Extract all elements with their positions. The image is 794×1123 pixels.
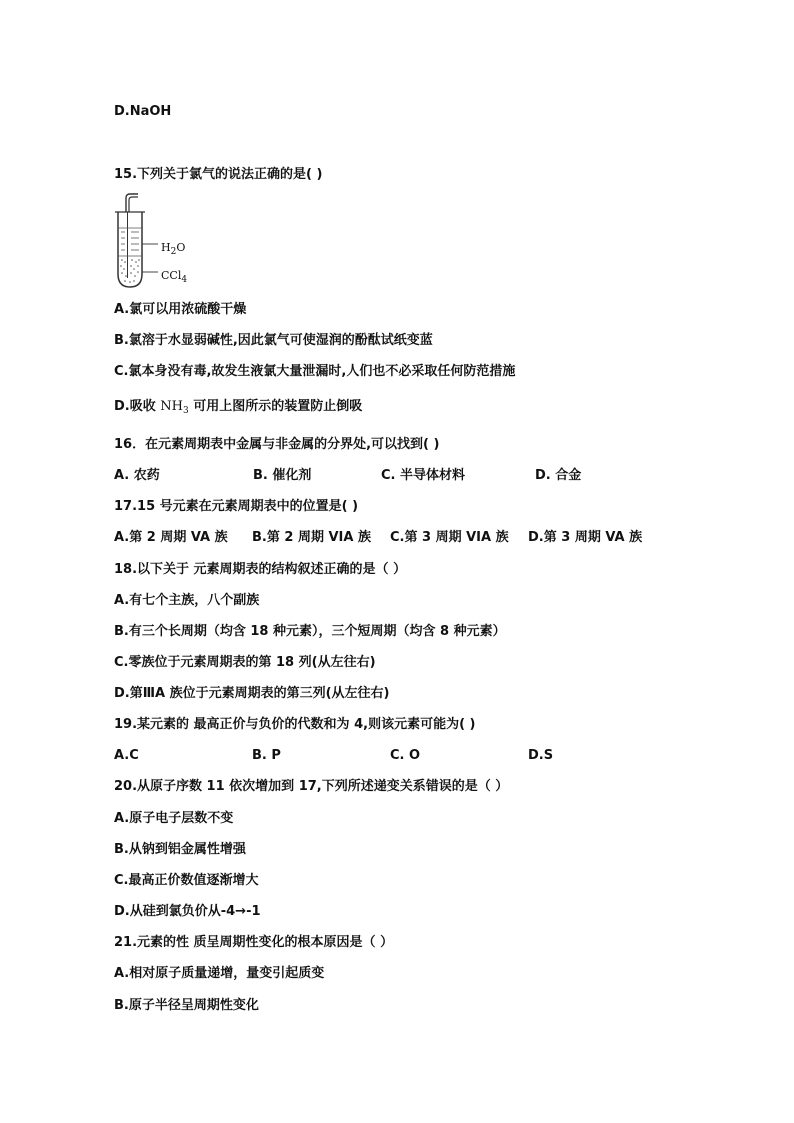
q16-option-c: C. 半导体材料 <box>381 468 466 483</box>
q16-option-b: B. 催化剂 <box>253 468 312 483</box>
q21-stem: 21.元素的性 质呈周期性变化的根本原因是（ ） <box>114 935 394 950</box>
q16-stem: 16．在元素周期表中金属与非金属的分界处,可以找到( ) <box>114 437 440 452</box>
label-ccl4: CCl$_4$ <box>161 269 188 285</box>
q14-option-d: D.NaOH <box>114 104 172 119</box>
q17-stem: 17.15 号元素在元素周期表中的位置是( ) <box>114 499 359 514</box>
q18-stem: 18.以下关于 元素周期表的结构叙述正确的是（ ） <box>114 562 407 577</box>
q18-option-d: D.第ⅢA 族位于元素周期表的第三列(从左往右) <box>114 686 390 701</box>
q18-option-a: A.有七个主族，八个副族 <box>114 593 260 608</box>
q21-option-b: B.原子半径呈周期性变化 <box>114 998 259 1013</box>
q19-option-b: B. P <box>252 748 281 763</box>
q15-stem: 15.下列关于氯气的说法正确的是( ) <box>114 167 323 182</box>
q19-option-c: C. O <box>390 748 421 763</box>
q18-option-c: C.零族位于元素周期表的第 18 列(从左往右) <box>114 655 376 670</box>
q21-option-a: A.相对原子质量递增，量变引起质变 <box>114 966 325 981</box>
q20-option-c: C.最高正价数值逐渐增大 <box>114 873 259 888</box>
q16-option-d: D. 合金 <box>535 468 582 483</box>
q20-stem: 20.从原子序数 11 依次增加到 17,下列所述递变关系错误的是（ ） <box>114 779 509 794</box>
q19-option-d: D.S <box>528 748 554 763</box>
q17-option-c: C.第 3 周期 VIA 族 <box>390 530 509 545</box>
q15-option-a: A.氯可以用浓硫酸干燥 <box>114 302 247 317</box>
q15-option-b: B.氯溶于水显弱碱性,因此氯气可使湿润的酚酞试纸变蓝 <box>114 333 433 348</box>
q17-option-b: B.第 2 周期 VIA 族 <box>252 530 371 545</box>
label-water: $H_2O$ <box>161 241 186 257</box>
test-tube-figure <box>112 192 202 292</box>
q17-option-d: D.第 3 周期 VA 族 <box>528 530 643 545</box>
nh3-formula: $NH_3$ <box>160 399 189 416</box>
q18-option-b: B.有三个长周期（均含 18 种元素），三个短周期（均含 8 种元素） <box>114 624 506 639</box>
q15-option-d: D.吸收 $NH_3$ 可用上图所示的装置防止倒吸 <box>114 399 363 416</box>
q19-option-a: A.C <box>114 748 139 763</box>
q17-option-a: A.第 2 周期 VA 族 <box>114 530 228 545</box>
q16-option-a: A. 农药 <box>114 468 160 483</box>
q19-stem: 19.某元素的 最高正价与负价的代数和为 4,则该元素可能为( ) <box>114 717 476 732</box>
q20-option-a: A.原子电子层数不变 <box>114 811 234 826</box>
q15-option-c: C.氯本身没有毒,故发生液氯大量泄漏时,人们也不必采取任何防范措施 <box>114 364 516 379</box>
q20-option-d: D.从硅到氯负价从-4→-1 <box>114 904 261 919</box>
q20-option-b: B.从钠到铝金属性增强 <box>114 842 246 857</box>
